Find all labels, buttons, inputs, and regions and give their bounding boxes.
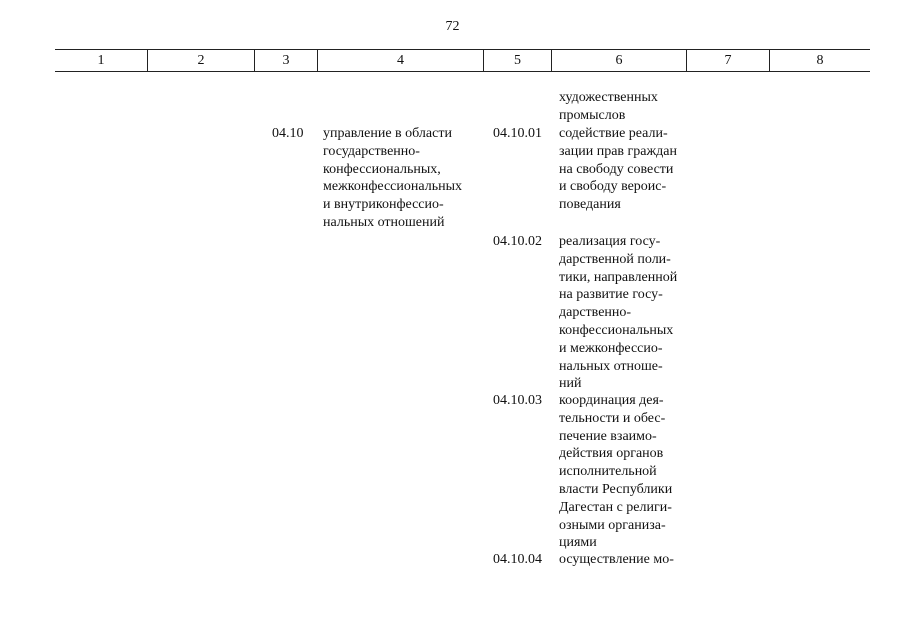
column-header-5: 5 [514,53,521,68]
item-text: реализация госу- дарственной поли- тики, направленной на развитие госу- дарственно- конфессиональных и межконфессио- нальных отноше- ний [559,234,678,392]
page-number: 72 [445,19,460,34]
column-header-8: 8 [816,53,824,68]
continuation-text-col6: художественных промыслов [559,90,658,123]
item-code: 04.10.03 [493,393,542,408]
column-header-6: 6 [615,53,623,68]
column-header-7: 7 [724,53,732,68]
item-code: 04.10.04 [493,552,542,567]
item-code: 04.10.02 [493,234,542,249]
section-code: 04.10 [272,126,304,141]
item-text: координация дея- тельности и обес- печение взаимо- действия органов исполнительной власти Республики Дагестан с религи- озными организа- циями [559,393,673,551]
column-header-1: 1 [97,53,105,68]
section-name: управление в области государственно- конфессиональных, межконфессиональных и внутриконфессио- нальных отношений [323,126,462,230]
item-code: 04.10.01 [493,126,542,141]
item-text: осуществление мо- [559,552,674,567]
item-text: содействие реали- зации прав граждан на свободу совести и свободу вероис- поведания [559,126,677,213]
column-header-2: 2 [197,53,205,68]
column-number-header [55,49,870,72]
column-header-4: 4 [397,53,404,68]
column-header-3: 3 [282,53,290,68]
